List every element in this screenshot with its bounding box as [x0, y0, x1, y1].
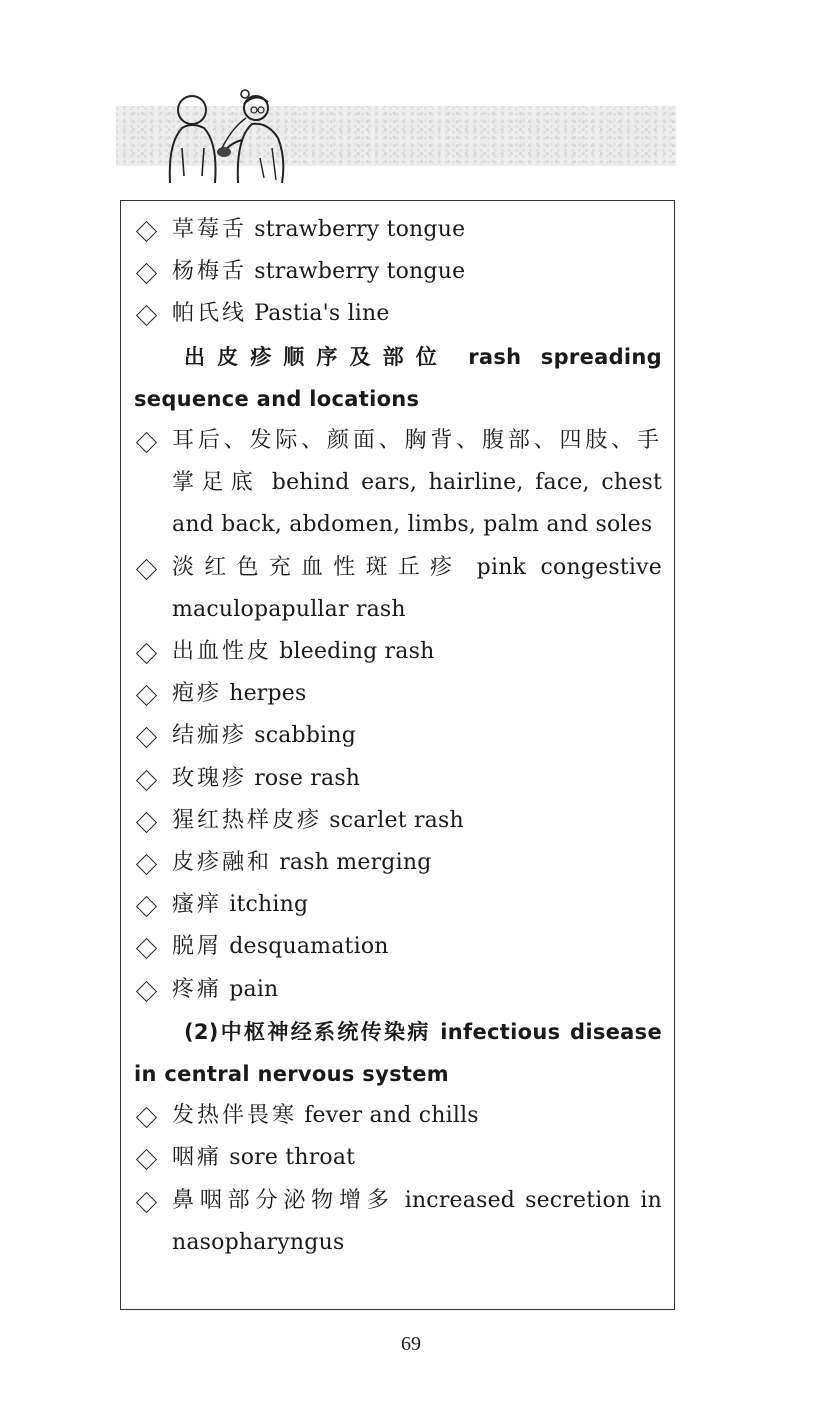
- term-english: rose rash: [254, 765, 361, 791]
- term-english: strawberry tongue: [254, 259, 466, 285]
- diamond-bullet-icon: [136, 938, 157, 959]
- list-c: [134, 1095, 662, 1264]
- term-english: herpes: [229, 681, 307, 707]
- diamond-bullet-icon: [136, 727, 157, 748]
- term-english: behind ears, hairline, face, chest and back, abdomen, limbs, palm and soles: [172, 470, 662, 538]
- term-chinese: 淡红色充血性斑丘疹: [172, 554, 463, 580]
- list-item: [134, 209, 662, 251]
- term-english: itching: [229, 892, 309, 918]
- term-chinese: 帕氏线: [172, 301, 248, 327]
- term-english: strawberry tongue: [254, 217, 466, 242]
- term-english: fever and chills: [304, 1103, 479, 1129]
- list-item: [134, 1137, 662, 1179]
- diamond-bullet-icon: [136, 559, 157, 580]
- term-chinese: 猩红热样皮疹: [172, 807, 323, 833]
- list-item: [134, 800, 662, 842]
- term-chinese: 疱疹: [172, 681, 223, 707]
- term-chinese: 发热伴畏寒: [172, 1103, 298, 1129]
- term-chinese: 杨梅舌: [172, 259, 248, 285]
- term-english: desquamation: [229, 934, 389, 960]
- list-item: [134, 715, 662, 757]
- term-chinese: 咽痛: [172, 1145, 223, 1171]
- content: [134, 209, 662, 1264]
- diamond-bullet-icon: [136, 432, 157, 453]
- term-chinese: 出血性皮: [172, 639, 273, 665]
- diamond-bullet-icon: [136, 685, 157, 706]
- diamond-bullet-icon: [136, 770, 157, 791]
- list-item: [134, 884, 662, 926]
- list-item: [134, 547, 662, 631]
- diamond-bullet-icon: [136, 1107, 157, 1128]
- term-chinese: 鼻咽部分泌物增多: [172, 1187, 395, 1213]
- diamond-bullet-icon: [136, 896, 157, 917]
- term-chinese: 脱屑: [172, 934, 223, 960]
- term-english: scabbing: [254, 723, 357, 749]
- term-chinese: 瘙痒: [172, 892, 223, 918]
- page-number: 69: [401, 1333, 421, 1355]
- doctor-patient-illustration: [160, 88, 300, 188]
- term-chinese: 皮疹融和: [172, 850, 273, 876]
- list-item: [134, 631, 662, 673]
- list-item: [134, 969, 662, 1011]
- term-english: scarlet rash: [329, 807, 464, 833]
- term-chinese: 耳后、发际、颜面、胸背、腹部、四肢、手掌足底: [172, 428, 662, 496]
- term-chinese: 玫瑰疹: [172, 765, 248, 791]
- section-heading-rash-sequence: 出皮疹顺序及部位 rash spreading sequence and locations: [134, 344, 662, 411]
- term-english: increased secretion in nasopharyngus: [172, 1187, 662, 1255]
- term-english: pink congestive maculopapullar rash: [172, 554, 662, 622]
- section-heading-cns: (2)中枢神经系统传染病 infectious disease in central nervous system: [134, 1019, 662, 1087]
- diamond-bullet-icon: [136, 812, 157, 833]
- list-item: [134, 758, 662, 800]
- term-english: bleeding rash: [279, 639, 435, 665]
- diamond-bullet-icon: [136, 1149, 157, 1170]
- term-english: Pastia's line: [254, 301, 390, 327]
- list-item: [134, 420, 662, 547]
- list-item: [134, 926, 662, 968]
- list-item: [134, 1180, 662, 1264]
- diamond-bullet-icon: [136, 981, 157, 1002]
- term-chinese: 草莓舌: [172, 217, 248, 242]
- term-english: pain: [229, 976, 279, 1002]
- diamond-bullet-icon: [136, 221, 157, 242]
- term-english: rash merging: [279, 850, 432, 876]
- list-b: [134, 420, 662, 1011]
- diamond-bullet-icon: [136, 263, 157, 284]
- diamond-bullet-icon: [136, 305, 157, 326]
- term-chinese: 疼痛: [172, 976, 223, 1002]
- diamond-bullet-icon: [136, 854, 157, 875]
- term-english: sore throat: [229, 1145, 356, 1171]
- list-item: [134, 673, 662, 715]
- list-item: [134, 251, 662, 293]
- list-item: [134, 1095, 662, 1137]
- list-a: [134, 209, 662, 336]
- list-item: [134, 842, 662, 884]
- term-chinese: 结痂疹: [172, 723, 248, 749]
- list-item: [134, 293, 662, 335]
- diamond-bullet-icon: [136, 643, 157, 664]
- diamond-bullet-icon: [136, 1192, 157, 1213]
